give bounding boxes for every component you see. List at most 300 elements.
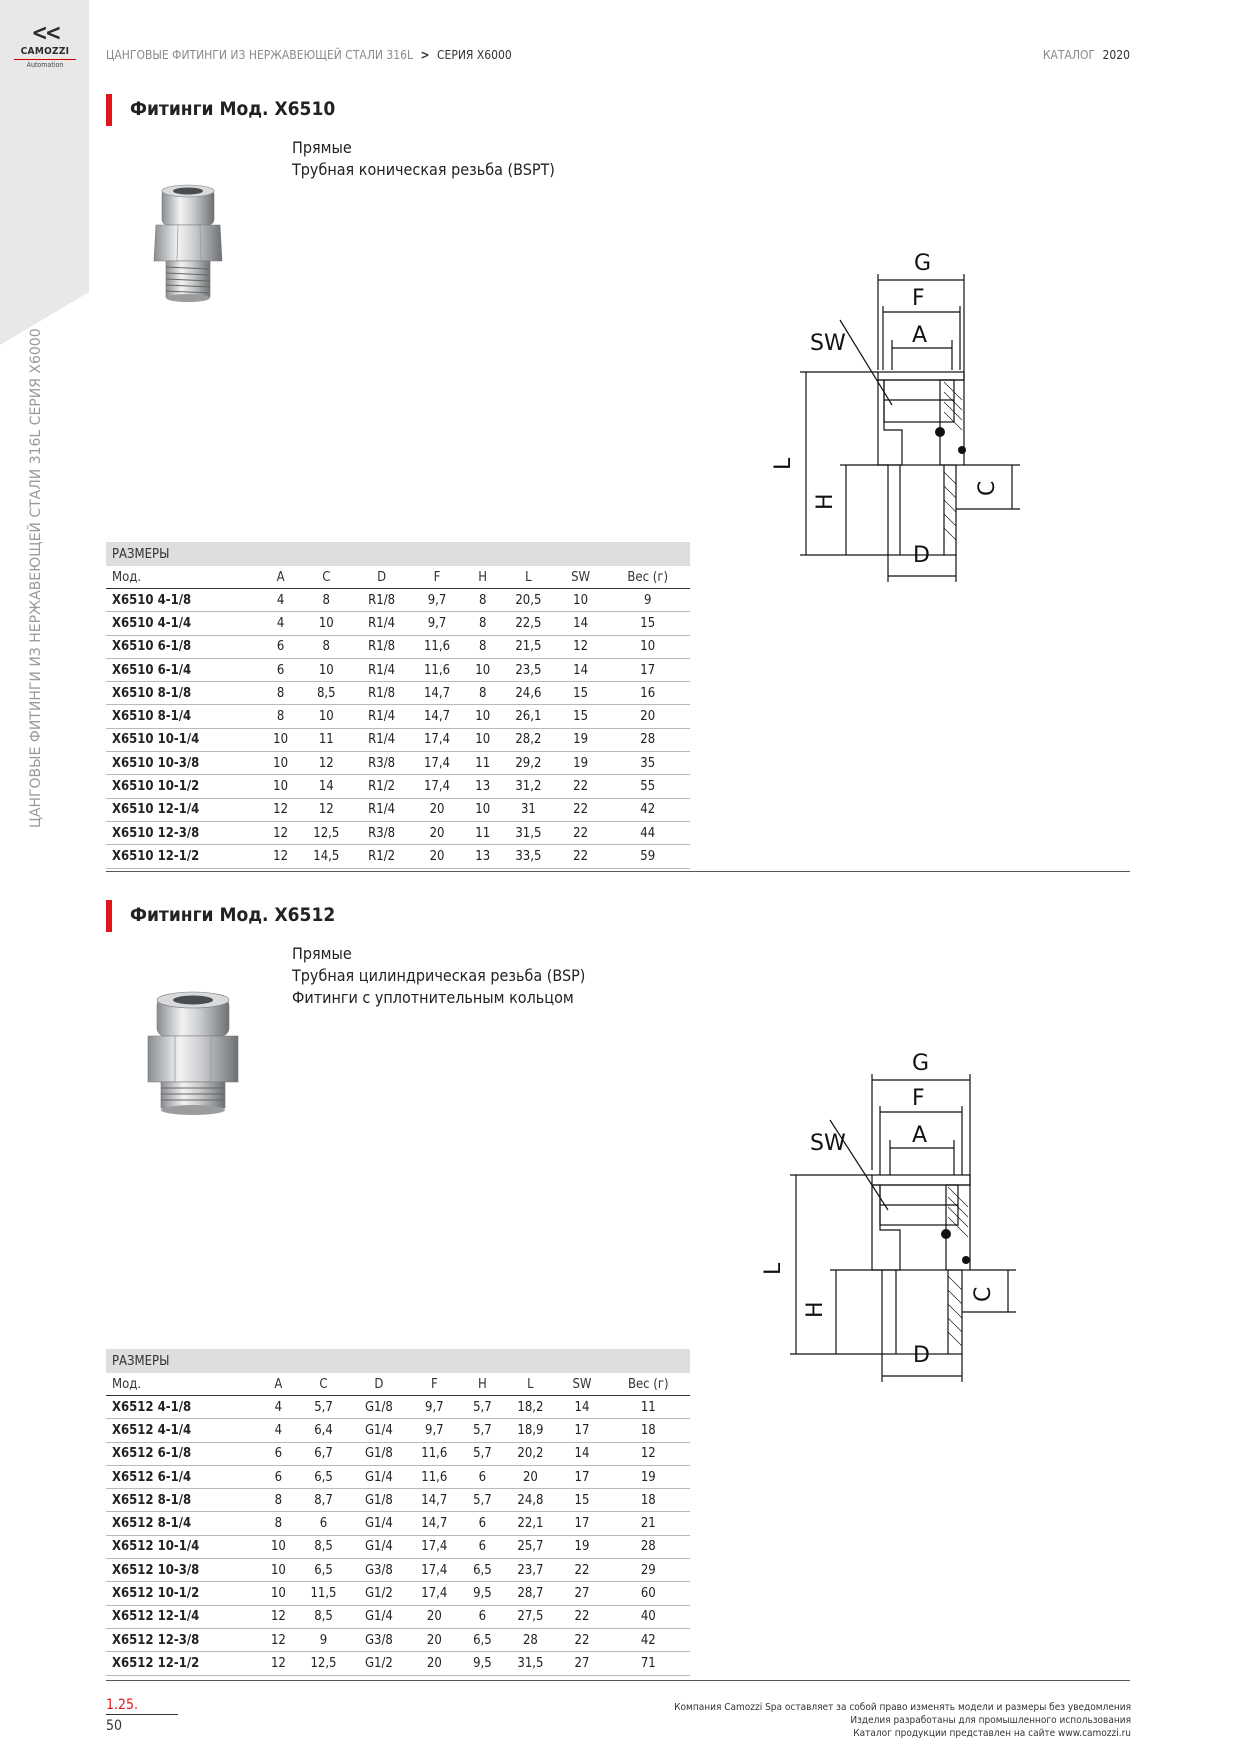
table-row bbox=[106, 845, 690, 868]
table-row bbox=[106, 1605, 690, 1628]
table-cell: 14 bbox=[557, 1442, 606, 1465]
table-cell: 13 bbox=[464, 845, 501, 868]
table-header-row bbox=[106, 566, 690, 589]
table-cell: 12 bbox=[262, 821, 299, 844]
table-cell: 18 bbox=[607, 1489, 690, 1512]
table-row bbox=[106, 612, 690, 635]
table-cell: 71 bbox=[607, 1652, 690, 1675]
table-cell: 10 bbox=[464, 705, 501, 728]
column-header: Мод. bbox=[106, 566, 262, 589]
dim-label-c: C bbox=[971, 1286, 996, 1302]
table-cell: 6 bbox=[461, 1605, 503, 1628]
dim-label-h: H bbox=[813, 493, 838, 510]
dim-label-sw: SW bbox=[810, 1131, 846, 1156]
table-cell: 6 bbox=[461, 1512, 503, 1535]
column-header: A bbox=[262, 566, 299, 589]
table-cell: 4 bbox=[260, 1419, 296, 1442]
table-cell: 40 bbox=[607, 1605, 690, 1628]
table-cell: R3/8 bbox=[354, 752, 410, 775]
column-header: C bbox=[299, 566, 354, 589]
table-cell: G1/8 bbox=[350, 1489, 407, 1512]
table-cell: 8 bbox=[464, 612, 501, 635]
table-cell: 8 bbox=[464, 589, 501, 612]
table-cell: 14 bbox=[299, 775, 354, 798]
table-cell: 28 bbox=[503, 1628, 557, 1651]
table-cell: R1/2 bbox=[354, 845, 410, 868]
model-code-cell: X6510 6-1/4 bbox=[106, 658, 262, 681]
table-cell: 17,4 bbox=[407, 1582, 461, 1605]
table-cell: 24,6 bbox=[501, 682, 556, 705]
table-cell: 27 bbox=[557, 1652, 606, 1675]
brand-logo[interactable] bbox=[14, 21, 76, 69]
table-row bbox=[106, 705, 690, 728]
table-cell: 11,6 bbox=[410, 658, 465, 681]
table-cell: 8 bbox=[299, 589, 354, 612]
table-cell: R3/8 bbox=[354, 821, 410, 844]
table-cell: 6 bbox=[260, 1442, 296, 1465]
breadcrumb-parent[interactable]: ЦАНГОВЫЕ ФИТИНГИ ИЗ НЕРЖАВЕЮЩЕЙ СТАЛИ 316L bbox=[106, 48, 414, 62]
table-row bbox=[106, 1628, 690, 1651]
dim-label-c: C bbox=[975, 480, 1000, 496]
table-cell: 22 bbox=[557, 1628, 606, 1651]
table-cell: 6 bbox=[297, 1512, 351, 1535]
model-code-cell: X6512 8-1/8 bbox=[106, 1489, 260, 1512]
footer-note: Компания Camozzi Spa оставляет за собой право изменять модели и размеры без уведомления bbox=[674, 1702, 1131, 1713]
table-body bbox=[106, 589, 690, 869]
table-cell: 11 bbox=[607, 1396, 690, 1419]
table-cell: 17 bbox=[557, 1419, 606, 1442]
model-code-cell: X6512 12-1/2 bbox=[106, 1652, 260, 1675]
table-cell: 20 bbox=[410, 821, 465, 844]
table-cell: R1/8 bbox=[354, 589, 410, 612]
model-code-cell: X6512 12-3/8 bbox=[106, 1628, 260, 1651]
column-header: Вес (г) bbox=[607, 1373, 690, 1396]
table-cell: G3/8 bbox=[350, 1559, 407, 1582]
table-cell: 55 bbox=[605, 775, 690, 798]
table-header-row bbox=[106, 1373, 690, 1396]
table-cell: 18 bbox=[607, 1419, 690, 1442]
table-cell: 15 bbox=[556, 705, 606, 728]
table-cell: 17 bbox=[557, 1465, 606, 1488]
table-cell: 14,5 bbox=[299, 845, 354, 868]
vertical-section-title: ЦАНГОВЫЕ ФИТИНГИ ИЗ НЕРЖАВЕЮЩЕЙ СТАЛИ 316L СЕРИЯ X6000 bbox=[28, 328, 44, 828]
table-cell: 11,6 bbox=[410, 635, 465, 658]
footer-notes bbox=[674, 1701, 1131, 1740]
table-cell: 19 bbox=[556, 728, 606, 751]
table-cell: 31,5 bbox=[501, 821, 556, 844]
desc-line: Прямые bbox=[292, 944, 352, 963]
table-cell: 60 bbox=[607, 1582, 690, 1605]
table-row bbox=[106, 1419, 690, 1442]
model-code-cell: X6510 8-1/8 bbox=[106, 682, 262, 705]
column-header: F bbox=[407, 1373, 461, 1396]
footer-section-number: 1.25. bbox=[106, 1697, 178, 1715]
table-cell: 9,5 bbox=[461, 1652, 503, 1675]
table-cell: 10 bbox=[262, 728, 299, 751]
sidebar bbox=[0, 0, 89, 1754]
model-code-cell: X6512 4-1/4 bbox=[106, 1419, 260, 1442]
dimensions-table-x6512 bbox=[106, 1349, 690, 1676]
table-row bbox=[106, 1559, 690, 1582]
column-header: F bbox=[410, 566, 465, 589]
table-cell: 9,7 bbox=[407, 1396, 461, 1419]
table-cell: 12,5 bbox=[297, 1652, 351, 1675]
table-cell: 8 bbox=[299, 635, 354, 658]
model-code-cell: X6510 12-1/4 bbox=[106, 798, 262, 821]
footer-note: Изделия разработаны для промышленного использования bbox=[850, 1715, 1131, 1726]
table-cell: 12 bbox=[262, 845, 299, 868]
dim-label-f: F bbox=[912, 1086, 925, 1111]
table-cell: 20,5 bbox=[501, 589, 556, 612]
table-cell: 4 bbox=[262, 612, 299, 635]
dim-label-a: A bbox=[912, 1123, 928, 1148]
model-code-cell: X6512 6-1/8 bbox=[106, 1442, 260, 1465]
table-cell: 19 bbox=[557, 1535, 606, 1558]
footer-left bbox=[106, 1697, 178, 1734]
table-cell: 23,7 bbox=[503, 1559, 557, 1582]
table-row bbox=[106, 775, 690, 798]
column-header: Вес (г) bbox=[605, 566, 690, 589]
desc-line: Трубная цилиндрическая резьба (BSP) bbox=[292, 966, 586, 985]
table-cell: 31,5 bbox=[503, 1652, 557, 1675]
table-cell: R1/8 bbox=[354, 682, 410, 705]
table-cell: 17,4 bbox=[407, 1559, 461, 1582]
table-cell: 15 bbox=[605, 612, 690, 635]
table-cell: 28 bbox=[607, 1535, 690, 1558]
table-cell: 33,5 bbox=[501, 845, 556, 868]
table-cell: 8 bbox=[262, 682, 299, 705]
table-cell: 11 bbox=[464, 821, 501, 844]
model-code-cell: X6512 4-1/8 bbox=[106, 1396, 260, 1419]
table-cell: 5,7 bbox=[461, 1396, 503, 1419]
table-cell: 14,7 bbox=[410, 682, 465, 705]
logo-subtitle: Automation bbox=[14, 59, 76, 69]
table-cell: 12 bbox=[299, 798, 354, 821]
table-cell: G3/8 bbox=[350, 1628, 407, 1651]
table-cell: 21,5 bbox=[501, 635, 556, 658]
table-cell: 8 bbox=[262, 705, 299, 728]
model-code-cell: X6510 10-1/2 bbox=[106, 775, 262, 798]
section-title-x6510: Фитинги Мод. X6510 bbox=[106, 98, 335, 120]
dim-label-a: A bbox=[912, 323, 928, 348]
table-cell: G1/4 bbox=[350, 1465, 407, 1488]
table-row bbox=[106, 1442, 690, 1465]
table-cell: G1/4 bbox=[350, 1535, 407, 1558]
model-code-cell: X6510 10-1/4 bbox=[106, 728, 262, 751]
table-cell: 6,4 bbox=[297, 1419, 351, 1442]
table-cell: 12 bbox=[260, 1628, 296, 1651]
dim-label-h: H bbox=[803, 1301, 828, 1318]
table-cell: 14,7 bbox=[410, 705, 465, 728]
table-cell: 6,5 bbox=[461, 1628, 503, 1651]
table-cell: 20 bbox=[407, 1605, 461, 1628]
model-code-cell: X6510 4-1/8 bbox=[106, 589, 262, 612]
table-cell: 4 bbox=[260, 1396, 296, 1419]
section-title-x6512: Фитинги Мод. X6512 bbox=[106, 904, 335, 926]
dim-label-f: F bbox=[912, 286, 925, 311]
table-cell: 14,7 bbox=[407, 1489, 461, 1512]
table-cell: 9 bbox=[605, 589, 690, 612]
product-photo-x6510 bbox=[150, 183, 226, 305]
table-cell: 27,5 bbox=[503, 1605, 557, 1628]
table-cell: 8,5 bbox=[297, 1535, 351, 1558]
table-cell: 22 bbox=[557, 1605, 606, 1628]
table-cell: 9,7 bbox=[410, 589, 465, 612]
table-cell: 4 bbox=[262, 589, 299, 612]
table-cell: 22 bbox=[556, 798, 606, 821]
column-header: SW bbox=[557, 1373, 606, 1396]
column-header: SW bbox=[556, 566, 606, 589]
table-cell: 31 bbox=[501, 798, 556, 821]
table-cell: 8,5 bbox=[297, 1605, 351, 1628]
section-divider bbox=[106, 871, 1130, 872]
table-cell: 11 bbox=[299, 728, 354, 751]
model-code-cell: X6512 6-1/4 bbox=[106, 1465, 260, 1488]
table-cell: 20 bbox=[605, 705, 690, 728]
model-code-cell: X6510 6-1/8 bbox=[106, 635, 262, 658]
table-cell: 16 bbox=[605, 682, 690, 705]
breadcrumb-separator: > bbox=[420, 48, 430, 62]
dim-label-l: L bbox=[771, 457, 796, 470]
column-header: D bbox=[354, 566, 410, 589]
logo-mark-icon: << bbox=[31, 21, 59, 46]
table-cell: 28,2 bbox=[501, 728, 556, 751]
table-cell: 5,7 bbox=[461, 1419, 503, 1442]
model-code-cell: X6510 12-1/2 bbox=[106, 845, 262, 868]
table-cell: 9,5 bbox=[461, 1582, 503, 1605]
table-cell: G1/8 bbox=[350, 1396, 407, 1419]
dim-label-d: D bbox=[913, 543, 930, 568]
table-cell: 27 bbox=[557, 1582, 606, 1605]
table-cell: R1/4 bbox=[354, 728, 410, 751]
table-cell: 8,5 bbox=[299, 682, 354, 705]
table-cell: 6 bbox=[461, 1465, 503, 1488]
table-cell: 28,7 bbox=[503, 1582, 557, 1605]
table-cell: 10 bbox=[464, 658, 501, 681]
table-cell: 20 bbox=[407, 1628, 461, 1651]
table-cell: 13 bbox=[464, 775, 501, 798]
table-cell: 14 bbox=[556, 612, 606, 635]
table-cell: 12 bbox=[260, 1605, 296, 1628]
table-row bbox=[106, 1512, 690, 1535]
table-cell: 10 bbox=[262, 752, 299, 775]
table-cell: 25,7 bbox=[503, 1535, 557, 1558]
table-cell: 12,5 bbox=[299, 821, 354, 844]
model-code-cell: X6512 12-1/4 bbox=[106, 1605, 260, 1628]
table-cell: 24,8 bbox=[503, 1489, 557, 1512]
table-cell: 6,7 bbox=[297, 1442, 351, 1465]
desc-line: Прямые bbox=[292, 138, 352, 157]
table-cell: 29 bbox=[607, 1559, 690, 1582]
table-cell: 11 bbox=[464, 752, 501, 775]
table-cell: 11,6 bbox=[407, 1442, 461, 1465]
table-row bbox=[106, 635, 690, 658]
catalog-label bbox=[1043, 48, 1130, 62]
table-row bbox=[106, 821, 690, 844]
table-cell: 19 bbox=[556, 752, 606, 775]
dimensions-table-x6510 bbox=[106, 542, 690, 869]
table-cell: 8 bbox=[464, 635, 501, 658]
table-cell: 12 bbox=[299, 752, 354, 775]
table-cell: 42 bbox=[605, 798, 690, 821]
table-cell: 12 bbox=[556, 635, 606, 658]
table-cell: 6 bbox=[260, 1465, 296, 1488]
table-cell: 6 bbox=[461, 1535, 503, 1558]
table-cell: 6,5 bbox=[297, 1559, 351, 1582]
table-cell: 10 bbox=[556, 589, 606, 612]
table-row bbox=[106, 752, 690, 775]
table-cell: R1/4 bbox=[354, 798, 410, 821]
table-cell: 10 bbox=[260, 1559, 296, 1582]
table-cell: 20 bbox=[503, 1465, 557, 1488]
table-cell: 23,5 bbox=[501, 658, 556, 681]
table-cell: 22 bbox=[556, 775, 606, 798]
table-cell: 6 bbox=[262, 635, 299, 658]
table-cell: 5,7 bbox=[461, 1442, 503, 1465]
footer-note[interactable]: Каталог продукции представлен на сайте www.camozzi.ru bbox=[853, 1728, 1131, 1739]
table-row bbox=[106, 798, 690, 821]
table-cell: 22,5 bbox=[501, 612, 556, 635]
dim-label-l: L bbox=[761, 1262, 786, 1275]
table-row bbox=[106, 1535, 690, 1558]
model-code-cell: X6510 8-1/4 bbox=[106, 705, 262, 728]
table-cell: 42 bbox=[607, 1628, 690, 1651]
sidebar-background bbox=[0, 0, 89, 1754]
table-cell: 17,4 bbox=[410, 752, 465, 775]
table-cell: R1/2 bbox=[354, 775, 410, 798]
table-cell: R1/4 bbox=[354, 612, 410, 635]
table-cell: 21 bbox=[607, 1512, 690, 1535]
section-desc-x6512 bbox=[292, 943, 585, 1009]
table-cell: 15 bbox=[556, 682, 606, 705]
table-cell: 10 bbox=[299, 705, 354, 728]
column-header: L bbox=[503, 1373, 557, 1396]
table-row bbox=[106, 1396, 690, 1419]
table-cell: 12 bbox=[260, 1652, 296, 1675]
dim-label-d: D bbox=[913, 1343, 930, 1368]
product-photo-x6512 bbox=[143, 990, 243, 1122]
logo-name: CAMOZZI bbox=[20, 46, 70, 57]
table-cell: R1/8 bbox=[354, 635, 410, 658]
table-cell: G1/4 bbox=[350, 1512, 407, 1535]
model-code-cell: X6512 8-1/4 bbox=[106, 1512, 260, 1535]
table-cell: 8,7 bbox=[297, 1489, 351, 1512]
table-cell: 22 bbox=[557, 1559, 606, 1582]
table-cell: 17 bbox=[605, 658, 690, 681]
table-cell: 20 bbox=[407, 1652, 461, 1675]
table-cell: G1/2 bbox=[350, 1582, 407, 1605]
table-cell: 17 bbox=[557, 1512, 606, 1535]
table-cell: 8 bbox=[260, 1512, 296, 1535]
table-cell: 17,4 bbox=[407, 1535, 461, 1558]
desc-line: Трубная коническая резьба (BSPT) bbox=[292, 160, 555, 179]
table-cell: 8 bbox=[464, 682, 501, 705]
dim-label-g: G bbox=[912, 1051, 930, 1076]
table-row bbox=[106, 1465, 690, 1488]
table-cell: 10 bbox=[464, 728, 501, 751]
table-cell: 20 bbox=[410, 798, 465, 821]
table-row bbox=[106, 1652, 690, 1675]
table-cell: 44 bbox=[605, 821, 690, 844]
table-cell: R1/4 bbox=[354, 658, 410, 681]
model-code-cell: X6510 4-1/4 bbox=[106, 612, 262, 635]
table-cell: 18,2 bbox=[503, 1396, 557, 1419]
table-cell: 10 bbox=[260, 1535, 296, 1558]
table-cell: 18,9 bbox=[503, 1419, 557, 1442]
column-header: Мод. bbox=[106, 1373, 260, 1396]
table-cell: 22 bbox=[556, 821, 606, 844]
model-code-cell: X6510 10-3/8 bbox=[106, 752, 262, 775]
table-cell: 10 bbox=[605, 635, 690, 658]
table-caption: РАЗМЕРЫ bbox=[106, 542, 690, 566]
desc-line: Фитинги с уплотнительным кольцом bbox=[292, 988, 574, 1007]
table-row bbox=[106, 682, 690, 705]
technical-drawing-x6512 bbox=[761, 1050, 1040, 1380]
table-cell: G1/4 bbox=[350, 1605, 407, 1628]
table-cell: 28 bbox=[605, 728, 690, 751]
table-cell: 20 bbox=[410, 845, 465, 868]
table-cell: 12 bbox=[262, 798, 299, 821]
table-cell: 17,4 bbox=[410, 728, 465, 751]
table-cell: 22 bbox=[556, 845, 606, 868]
model-code-cell: X6512 10-1/4 bbox=[106, 1535, 260, 1558]
table-cell: 10 bbox=[299, 612, 354, 635]
table-cell: R1/4 bbox=[354, 705, 410, 728]
table-row bbox=[106, 728, 690, 751]
column-header: A bbox=[260, 1373, 296, 1396]
table-cell: G1/2 bbox=[350, 1652, 407, 1675]
table-cell: 35 bbox=[605, 752, 690, 775]
dim-label-sw: SW bbox=[810, 331, 846, 356]
table-cell: 10 bbox=[464, 798, 501, 821]
table-cell: 5,7 bbox=[297, 1396, 351, 1419]
section-divider bbox=[106, 1680, 1130, 1681]
table-cell: 11,5 bbox=[297, 1582, 351, 1605]
table-cell: 12 bbox=[607, 1442, 690, 1465]
table-row bbox=[106, 1489, 690, 1512]
table-cell: 59 bbox=[605, 845, 690, 868]
table-cell: 10 bbox=[262, 775, 299, 798]
table-cell: 6,5 bbox=[461, 1559, 503, 1582]
catalog-year: 2020 bbox=[1102, 48, 1130, 62]
table-cell: 19 bbox=[607, 1465, 690, 1488]
model-code-cell: X6512 10-3/8 bbox=[106, 1559, 260, 1582]
table-cell: 20,2 bbox=[503, 1442, 557, 1465]
table-cell: 9,7 bbox=[410, 612, 465, 635]
table-cell: 9,7 bbox=[407, 1419, 461, 1442]
model-code-cell: X6512 10-1/2 bbox=[106, 1582, 260, 1605]
table-cell: 29,2 bbox=[501, 752, 556, 775]
table-row bbox=[106, 1582, 690, 1605]
column-header: H bbox=[464, 566, 501, 589]
table-cell: 22,1 bbox=[503, 1512, 557, 1535]
table-cell: 5,7 bbox=[461, 1489, 503, 1512]
table-row bbox=[106, 658, 690, 681]
column-header: D bbox=[350, 1373, 407, 1396]
table-cell: 14,7 bbox=[407, 1512, 461, 1535]
table-cell: 10 bbox=[260, 1582, 296, 1605]
page-number: 50 bbox=[106, 1718, 123, 1734]
table-row bbox=[106, 589, 690, 612]
model-code-cell: X6510 12-3/8 bbox=[106, 821, 262, 844]
table-cell: 10 bbox=[299, 658, 354, 681]
table-cell: 6,5 bbox=[297, 1465, 351, 1488]
table-cell: G1/4 bbox=[350, 1419, 407, 1442]
column-header: H bbox=[461, 1373, 503, 1396]
section-desc-x6510 bbox=[292, 137, 555, 181]
table-cell: 9 bbox=[297, 1628, 351, 1651]
dim-label-g: G bbox=[914, 251, 932, 276]
